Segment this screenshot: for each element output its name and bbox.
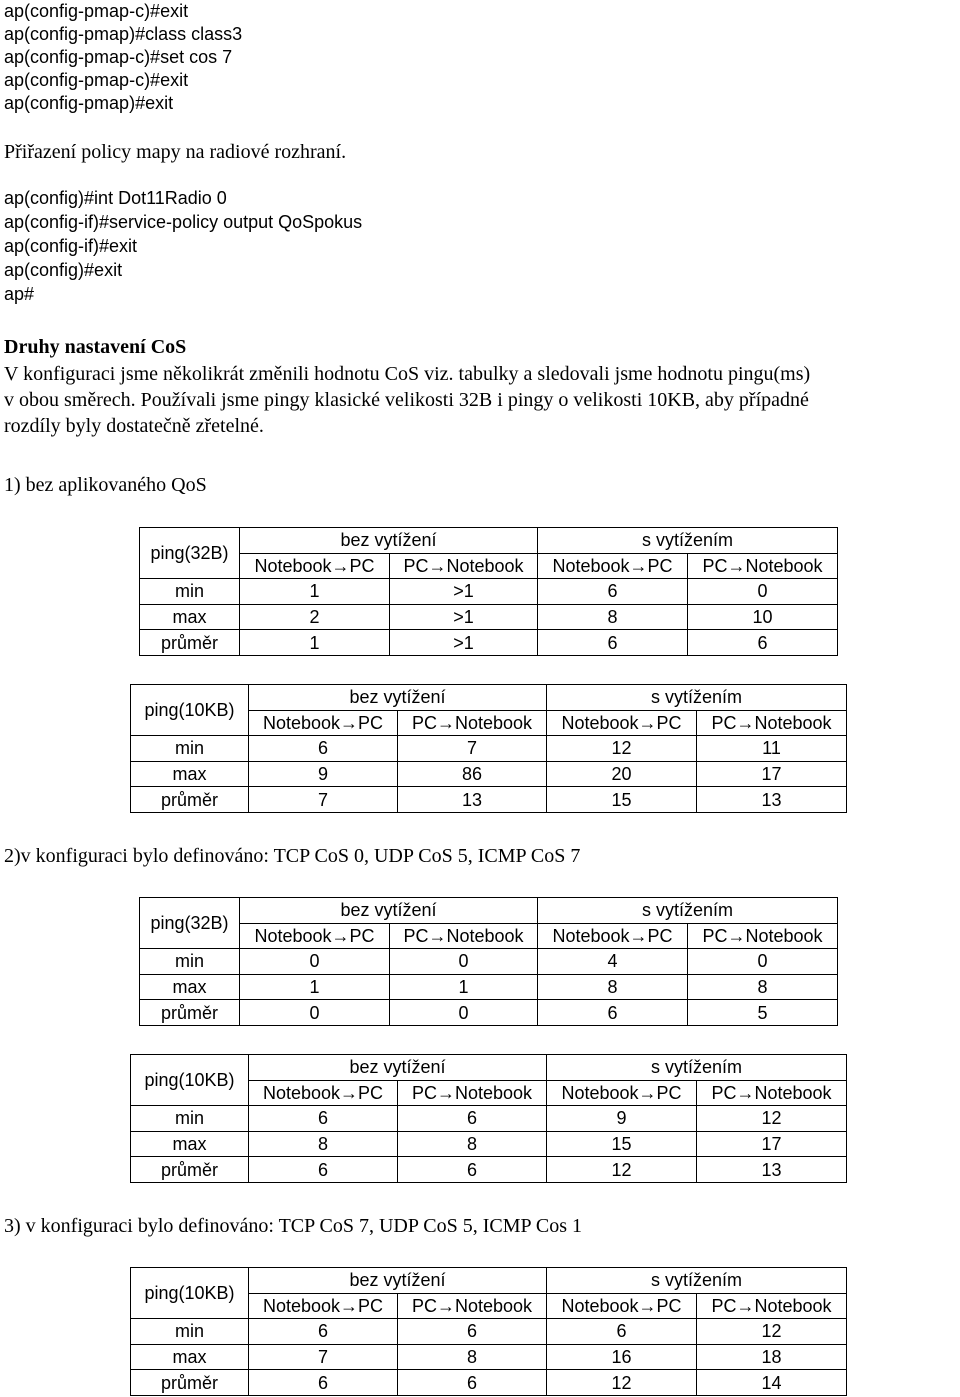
table-cell: 5: [688, 1000, 838, 1026]
table-row: [131, 1370, 847, 1396]
direction-header: Notebook→PC: [240, 923, 390, 949]
group-header: bez vytížení: [249, 685, 547, 711]
intro-line: v obou směrech. Používali jsme pingy klasické velikosti 32B i pingy o velikosti 10KB, aby případné: [4, 389, 809, 411]
table-label: ping(10KB): [131, 685, 249, 736]
ping-table-case3-10kb: [130, 1267, 847, 1396]
table-cell: 16: [547, 1344, 697, 1370]
table-row: [131, 761, 847, 787]
section-title: Druhy nastavení CoS: [4, 336, 187, 358]
table-cell: 0: [390, 1000, 538, 1026]
table-label: ping(32B): [140, 528, 240, 579]
table-label: ping(32B): [140, 898, 240, 949]
row-label: průměr: [140, 630, 240, 656]
table-row: [140, 949, 838, 975]
table-row: [131, 736, 847, 762]
row-label: průměr: [131, 1370, 249, 1396]
table-cell: 10: [688, 604, 838, 630]
table-cell: 17: [697, 761, 847, 787]
row-label: průměr: [131, 787, 249, 813]
table-cell: 8: [398, 1344, 547, 1370]
table-cell: 6: [398, 1157, 547, 1183]
direction-header: Notebook→PC: [538, 553, 688, 579]
table-cell: 0: [688, 579, 838, 605]
table-cell: 15: [547, 1131, 697, 1157]
config-line: ap(config-pmap)#exit: [4, 93, 174, 113]
table-cell: 12: [697, 1319, 847, 1345]
direction-header: Notebook→PC: [547, 1080, 697, 1106]
table-cell: 8: [538, 974, 688, 1000]
table-cell: 6: [398, 1370, 547, 1396]
table-row: [131, 1344, 847, 1370]
config-line: ap(config-pmap)#class class3: [4, 24, 243, 44]
table-cell: 15: [547, 787, 697, 813]
table-cell: 9: [249, 761, 398, 787]
ping-table-case2-10kb: [130, 1054, 847, 1183]
group-header: s vytížením: [547, 1055, 847, 1081]
table-row: [131, 1157, 847, 1183]
config-line: ap(config-if)#exit: [4, 236, 138, 256]
table-cell: >1: [390, 604, 538, 630]
table-cell: 1: [240, 630, 390, 656]
table-row: [140, 1000, 838, 1026]
row-label: max: [140, 974, 240, 1000]
table-row: [131, 1319, 847, 1345]
direction-header: Notebook→PC: [249, 1293, 398, 1319]
direction-header: PC→Notebook: [688, 553, 838, 579]
table-cell: 12: [547, 1157, 697, 1183]
intro-line: V konfiguraci jsme několikrát změnili hodnotu CoS viz. tabulky a sledovali jsme hodnotu pingu(ms): [4, 363, 811, 385]
direction-header: Notebook→PC: [249, 1080, 398, 1106]
intro-paragraph: [4, 361, 959, 439]
table-cell: 6: [688, 630, 838, 656]
row-label: max: [131, 1131, 249, 1157]
row-label: min: [131, 1319, 249, 1345]
table-cell: 0: [240, 1000, 390, 1026]
table-cell: 12: [697, 1106, 847, 1132]
table-row: [140, 630, 838, 656]
table-row: [131, 787, 847, 813]
config-line: ap(config)#int Dot11Radio 0: [4, 188, 227, 208]
table-cell: 11: [697, 736, 847, 762]
table-cell: 9: [547, 1106, 697, 1132]
row-label: min: [131, 736, 249, 762]
table-cell: 6: [538, 579, 688, 605]
group-header: s vytížením: [538, 898, 838, 924]
direction-header: PC→Notebook: [697, 1293, 847, 1319]
table-cell: 0: [390, 949, 538, 975]
row-label: průměr: [131, 1157, 249, 1183]
table-cell: 14: [697, 1370, 847, 1396]
table-cell: 6: [538, 1000, 688, 1026]
row-label: průměr: [140, 1000, 240, 1026]
direction-header: PC→Notebook: [398, 1293, 547, 1319]
case1-heading: 1) bez aplikovaného QoS: [4, 474, 207, 496]
config-line: ap(config-if)#service-policy output QoSpokus: [4, 212, 363, 232]
row-label: max: [131, 1344, 249, 1370]
table-cell: 6: [398, 1106, 547, 1132]
table-cell: 7: [249, 1344, 398, 1370]
direction-header: PC→Notebook: [697, 710, 847, 736]
row-label: min: [131, 1106, 249, 1132]
table-cell: 8: [688, 974, 838, 1000]
direction-header: Notebook→PC: [538, 923, 688, 949]
direction-header: PC→Notebook: [398, 710, 547, 736]
direction-header: Notebook→PC: [547, 1293, 697, 1319]
table-cell: 7: [398, 736, 547, 762]
case3-heading: 3) v konfiguraci bylo definováno: TCP CoS 7, UDP CoS 5, ICMP Cos 1: [4, 1215, 582, 1237]
table-row: [140, 579, 838, 605]
table-cell: 0: [688, 949, 838, 975]
row-label: max: [140, 604, 240, 630]
table-cell: 6: [547, 1319, 697, 1345]
table-label: ping(10KB): [131, 1055, 249, 1106]
table-cell: >1: [390, 579, 538, 605]
table-row: [131, 1131, 847, 1157]
table-row: [131, 1106, 847, 1132]
table-label: ping(10KB): [131, 1268, 249, 1319]
table-cell: 18: [697, 1344, 847, 1370]
row-label: max: [131, 761, 249, 787]
table-row: [140, 974, 838, 1000]
group-header: bez vytížení: [249, 1055, 547, 1081]
direction-header: PC→Notebook: [390, 923, 538, 949]
table-cell: 1: [240, 974, 390, 1000]
config-line: ap(config-pmap-c)#exit: [4, 1, 189, 21]
direction-header: Notebook→PC: [249, 710, 398, 736]
ping-table-case2-32b: [139, 897, 838, 1026]
assign-heading: Přiřazení policy mapy na radiové rozhraní.: [4, 141, 347, 163]
direction-header: Notebook→PC: [547, 710, 697, 736]
table-cell: 8: [398, 1131, 547, 1157]
table-cell: 13: [697, 1157, 847, 1183]
table-cell: 13: [398, 787, 547, 813]
direction-header: PC→Notebook: [688, 923, 838, 949]
config-line: ap(config-pmap-c)#exit: [4, 70, 189, 90]
table-cell: 13: [697, 787, 847, 813]
case2-heading: 2)v konfiguraci bylo definováno: TCP CoS 0, UDP CoS 5, ICMP CoS 7: [4, 845, 581, 867]
table-cell: 17: [697, 1131, 847, 1157]
table-cell: 6: [249, 1370, 398, 1396]
config-line: ap(config)#exit: [4, 260, 123, 280]
table-cell: 12: [547, 736, 697, 762]
table-cell: 12: [547, 1370, 697, 1396]
direction-header: PC→Notebook: [398, 1080, 547, 1106]
group-header: s vytížením: [547, 685, 847, 711]
group-header: s vytížením: [538, 528, 838, 554]
table-cell: 1: [390, 974, 538, 1000]
table-cell: 6: [538, 630, 688, 656]
table-cell: 4: [538, 949, 688, 975]
direction-header: PC→Notebook: [390, 553, 538, 579]
table-cell: 7: [249, 787, 398, 813]
table-cell: 2: [240, 604, 390, 630]
group-header: s vytížením: [547, 1268, 847, 1294]
table-cell: >1: [390, 630, 538, 656]
row-label: min: [140, 579, 240, 605]
config-line: ap#: [4, 284, 35, 304]
table-cell: 6: [249, 1106, 398, 1132]
ping-table-case1-32b: [139, 527, 838, 656]
table-cell: 8: [538, 604, 688, 630]
table-row: [140, 604, 838, 630]
table-cell: 8: [249, 1131, 398, 1157]
table-cell: 1: [240, 579, 390, 605]
table-cell: 6: [398, 1319, 547, 1345]
group-header: bez vytížení: [249, 1268, 547, 1294]
direction-header: Notebook→PC: [240, 553, 390, 579]
group-header: bez vytížení: [240, 528, 538, 554]
direction-header: PC→Notebook: [697, 1080, 847, 1106]
group-header: bez vytížení: [240, 898, 538, 924]
table-cell: 6: [249, 1157, 398, 1183]
table-cell: 20: [547, 761, 697, 787]
table-cell: 6: [249, 1319, 398, 1345]
ping-table-case1-10kb: [130, 684, 847, 813]
table-cell: 6: [249, 736, 398, 762]
config-line: ap(config-pmap-c)#set cos 7: [4, 47, 233, 67]
table-cell: 86: [398, 761, 547, 787]
table-cell: 0: [240, 949, 390, 975]
intro-line: rozdíly byly dostatečně zřetelné.: [4, 415, 264, 437]
row-label: min: [140, 949, 240, 975]
